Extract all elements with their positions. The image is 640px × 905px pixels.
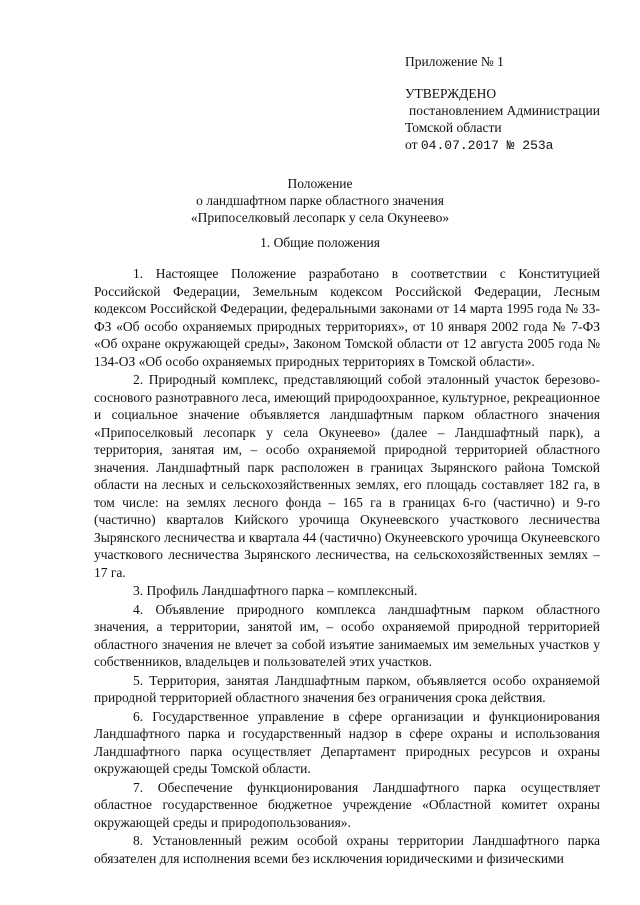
title-line-2: о ландшафтном парке областного значения	[196, 193, 444, 208]
approval-line-2: Томской области	[405, 120, 502, 135]
paragraph: 8. Установленный режим особой охраны территории Ландшафтного парка обязателен для исполнения всеми без исключения юридическими и физическими	[94, 833, 600, 866]
paragraph: 7. Обеспечение функционирования Ландшафтного парка осуществляет областное государственное бюджетное учреждение «Областной комитет охраны окружающей среды и природопользования».	[94, 779, 600, 830]
paragraph: 1. Настоящее Положение разработано в соответствии с Конституцией Российской Федерации, Земельным кодексом Российской Федерации, Лесным кодексом Российской Федерации, федеральными законами от 14 марта 1995 года № 33-ФЗ «Об особо охраняемых природных территориях», от 10 января 2002 года № 7-ФЗ «Об охране окружающей среды», Законом Томской области от 12 августа 2005 года № 134-ОЗ «Об особо охраняемых природных территориях в Томской области».	[94, 266, 600, 369]
paragraph: 3. Профиль Ландшафтного парка – комплексный.	[133, 583, 418, 598]
document-title	[0, 175, 640, 226]
paragraph: 2. Природный комплекс, представляющий собой эталонный участок березово-соснового разнотравного леса, имеющий природоохранное, культурное, рекреационное и социальное значение объявляется ландшафтным парком областного значения «Припоселковый лесопарк у села Окунеево» (далее – Ландшафтный парк), а территория, занятая им, – особо охраняемой природной территорией областного значения. Ландшафтный парк расположен в границах Зырянского района Томской области на лесных и сельскохозяйственных землях, его площадь составляет 182 га, в том числе: на землях лесного фонда – 165 га в границах 6-го (частично) и 9-го (частично) кварталов Кийского урочища Окунеевского участкового лесничества Зырянского лесничества и квартала 44 (частично) Окунеевского урочища Окунеевского участкового лесничества Зырянского лесничества, на сельскохозяйственных землях – 17 га.	[94, 372, 600, 580]
approval-line-1: постановлением Администрации	[409, 103, 600, 118]
paragraph: 6. Государственное управление в сфере организации и функционирования Ландшафтного парка и государственный надзор в сфере охраны и использования Ландшафтного парка осуществляет Департамент природных ресурсов и охраны окружающей среды Томской области.	[94, 708, 600, 776]
appendix-number: Приложение № 1	[405, 54, 504, 69]
section-heading: 1. Общие положения	[260, 235, 380, 250]
approval-date-prefix: от	[405, 137, 418, 152]
approval-block	[405, 53, 625, 154]
approval-date-line	[405, 136, 625, 154]
title-line-1: Положение	[287, 176, 353, 191]
approved-stamp: УТВЕРЖДЕНО	[405, 86, 497, 101]
paragraph: 4. Объявление природного комплекса ландшафтным парком областного значения, а территории, занятой им, – особо охраняемой природной территорией областного значения не влечет за собой изъятие занимаемых им земельных участков у собственников, владельцев и пользователей этих участков.	[94, 601, 600, 669]
document-body	[94, 265, 600, 868]
title-line-3: «Припоселковый лесопарк у села Окунеево»	[190, 210, 450, 225]
approval-date-value: 04.07.2017 № 253а	[420, 138, 554, 153]
paragraph: 5. Территория, занятая Ландшафтным парком, объявляется особо охраняемой природной территорией областного значения без ограничения срока действия.	[94, 672, 600, 705]
